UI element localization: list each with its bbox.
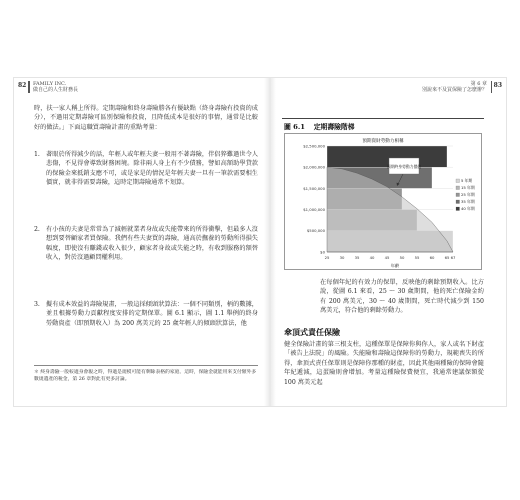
legend-label: 5 年期 bbox=[461, 178, 473, 183]
list-text: 擬有成本效益的壽險規畫，一般這採傾頭狀算法：一個不同類別，柄的數據，並且根據勞動力貢獻程度安排的定期保單。圖 6.1 顯示，圖 1.1 舉例的終身勞動資產（即預期收入）為 200 萬美元的 25 歲年輕人的傾頭狀算法，他 bbox=[46, 301, 258, 327]
x-tick-label: 40 bbox=[369, 255, 375, 260]
right-header-title: 別說來不及買保險了怎麼辦？ bbox=[421, 87, 487, 93]
x-axis-label: 年齡 bbox=[390, 263, 400, 268]
y-tick-label: $0 bbox=[320, 249, 325, 255]
footnote: ＊ 終身壽險一般較適身會親之時，得適是規模可能有剩餘表格的家庭、這時，保險金就能用來支付額外多數規遺產的稅金，第 26 章對此有更多討論。 bbox=[34, 370, 257, 382]
right-header-bar bbox=[491, 81, 493, 93]
book-spread bbox=[14, 78, 506, 406]
x-tick-label: 65 bbox=[444, 255, 450, 260]
y-tick-label: $1,500,000 bbox=[303, 185, 325, 191]
legend-label: 40 年期 bbox=[461, 206, 475, 211]
legend-swatch bbox=[456, 179, 460, 183]
legend-swatch bbox=[456, 186, 460, 190]
annotation-label: 預期終身勞動力價值 bbox=[386, 164, 422, 169]
x-tick-label: 25 bbox=[324, 255, 330, 260]
section-title: 傘頂式責任保險 bbox=[284, 327, 340, 337]
chart-frame bbox=[284, 133, 482, 270]
list-item bbox=[34, 300, 258, 328]
y-tick-label: $500,000 bbox=[306, 228, 325, 234]
list-number: 2. bbox=[34, 226, 40, 233]
y-tick-label: $2,500,000 bbox=[303, 143, 325, 149]
left-header-bar bbox=[28, 81, 30, 93]
list-text: 有小孩的夫妻是常常為了減輕就業者身故或失能帶來的所得衝擊，但最多人沒想到要替顧家者買保險。我們有些夫妻買的壽險，通高於撫養的勞動所得損失幅度，即使沒有賺錢或收入很少，顧家者身故或失能之時，有收到服務的額替收入，對於沒過顧問權利用。 bbox=[46, 226, 258, 262]
y-tick-label: $2,000,000 bbox=[303, 164, 325, 170]
list-item bbox=[34, 225, 258, 263]
x-tick-label: 35 bbox=[354, 255, 360, 260]
paragraph-1: 在每個年紀的有效力的保單，反映他的剩餘預期收入。比方說，從圖 6.1 來看，25 ～ 30 歲期間，他的死亡保險金約有 200 萬美元，30 ～ 40 歲期間，死亡時代減少到 150 萬美元，符合他的剩餘勞動力。 bbox=[320, 279, 484, 315]
y-tick-label: $1,000,000 bbox=[303, 207, 325, 212]
list-text: 著眼於所得減少的話，年輕人或年輕夫妻一般用不著壽險，伴侶猝難過世令人悲傷，不見得會導致財務困境。除非兩人身上有不少債務，譬如高額助學貸款的保險金來抵銷支應不可，或是家是的情況是年輕夫妻一旦有一筆款需要相生價實，就非得需要壽險，這時定期壽險通常不划算。 bbox=[46, 151, 258, 187]
left-header-series: FAMILY INC. bbox=[33, 81, 67, 87]
x-tick-label: 60 bbox=[429, 255, 435, 260]
left-header-title: 做自己的人生財務長 bbox=[33, 87, 79, 93]
legend-swatch bbox=[456, 207, 460, 211]
figure-caption bbox=[284, 121, 355, 131]
right-page-number: 83 bbox=[493, 82, 502, 89]
legend-label: 15 年期 bbox=[461, 185, 475, 190]
paragraph-2: 健全保險計畫的第三根支柱，這種保單是保障你與你人，家人或名下財產「被告上法院」的風險。失能險和壽險這保障你的勞動力，規範喪失的所得，傘頂式責任保單則是保障你那種的財產，因此其他兩種險的保障會隨年紀遞減，這蛋險則會增加。考量這種險保費便宜，我通常建議保額從 100 萬美元起 bbox=[284, 341, 484, 386]
x-tick-label: 45 bbox=[384, 255, 390, 260]
book-gutter bbox=[264, 78, 276, 406]
footnote-rule bbox=[34, 365, 258, 366]
x-tick-label: 55 bbox=[414, 255, 420, 260]
list-item bbox=[34, 150, 258, 188]
legend-swatch bbox=[456, 200, 460, 204]
figure-label: 圖 6.1 bbox=[284, 123, 305, 131]
legend-swatch bbox=[456, 193, 460, 197]
chart-title: 預期資財勞動力相稱 bbox=[362, 139, 404, 144]
left-page-number: 82 bbox=[18, 82, 27, 89]
figure-top-rule bbox=[282, 118, 484, 119]
legend-label: 25 年期 bbox=[461, 192, 475, 197]
right-header-chapter: 第 6 章 bbox=[470, 81, 487, 87]
x-tick-label: 67 bbox=[450, 255, 456, 260]
list-number: 1. bbox=[34, 151, 40, 158]
list-number: 3. bbox=[34, 301, 40, 308]
x-tick-label: 50 bbox=[399, 255, 405, 260]
legend-label: 35 年期 bbox=[461, 199, 475, 204]
x-tick-label: 30 bbox=[339, 255, 345, 260]
figure-title: 定期壽險階梯 bbox=[313, 123, 355, 131]
intro-paragraph: 時，扶一家人稱上所得。定期壽險和終身壽險勝各有優缺點（終身壽險有投資的成分），不過用定期壽險可區別保險和投資，且降低成本是很好的事情，通常是比較好的做法。」下面這職買壽險計畫的重點考量： bbox=[34, 105, 258, 131]
term-insurance-ladder-chart bbox=[285, 134, 481, 269]
